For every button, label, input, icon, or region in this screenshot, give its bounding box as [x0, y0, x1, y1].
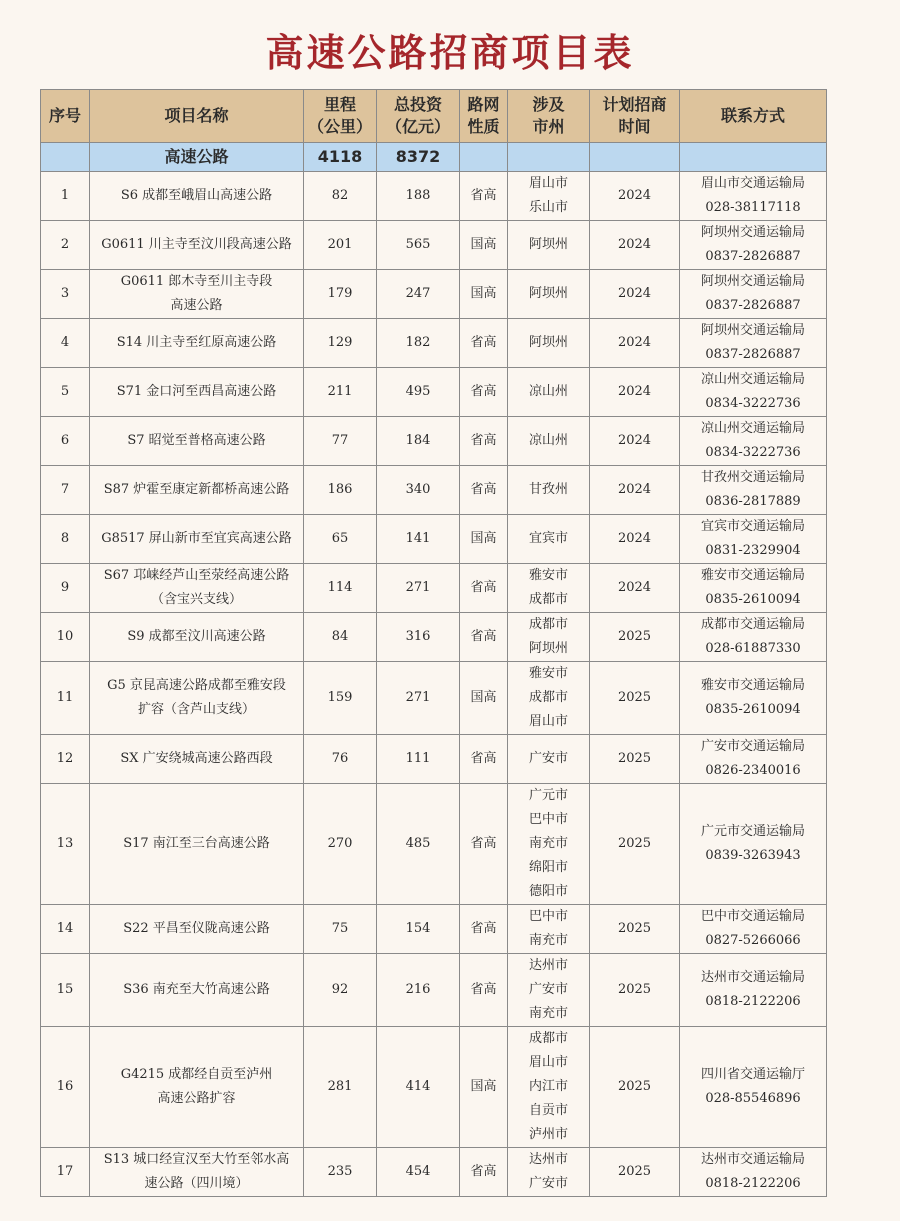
cell-contact: 广元市交通运输局 0839-3263943 — [680, 784, 827, 905]
projects-table — [40, 89, 827, 1197]
cell-contact: 成都市交通运输局 028-61887330 — [680, 613, 827, 662]
cell-city: 凉山州 — [508, 368, 590, 417]
cell-contact: 阿坝州交通运输局 0837-2826887 — [680, 270, 827, 319]
page-title: 高速公路招商项目表 — [265, 31, 635, 75]
cell-type: 国高 — [460, 515, 508, 564]
cell-name: S67 邛崃经芦山至荥经高速公路 （含宝兴支线） — [90, 564, 304, 613]
cell-length: 82 — [304, 172, 377, 221]
cell-time: 2024 — [590, 417, 680, 466]
cell-name: S87 炉霍至康定新都桥高速公路 — [90, 466, 304, 515]
cell-invest: 154 — [377, 905, 460, 954]
cell-contact: 阿坝州交通运输局 0837-2826887 — [680, 221, 827, 270]
cell-name: G0611 郎木寺至川主寺段 高速公路 — [90, 270, 304, 319]
cell-name: S9 成都至汶川高速公路 — [90, 613, 304, 662]
summary-length: 4118 — [304, 143, 377, 172]
table-row — [41, 368, 827, 417]
cell-time: 2024 — [590, 270, 680, 319]
cell-name: S71 金口河至西昌高速公路 — [90, 368, 304, 417]
cell-time: 2025 — [590, 735, 680, 784]
cell-city: 阿坝州 — [508, 319, 590, 368]
table-row — [41, 905, 827, 954]
cell-time: 2024 — [590, 221, 680, 270]
cell-seq: 5 — [41, 368, 90, 417]
cell-seq: 12 — [41, 735, 90, 784]
table-row — [41, 417, 827, 466]
cell-length: 211 — [304, 368, 377, 417]
cell-length: 281 — [304, 1027, 377, 1148]
cell-city: 巴中市 南充市 — [508, 905, 590, 954]
header-type: 路网 性质 — [460, 90, 508, 143]
cell-type: 省高 — [460, 735, 508, 784]
cell-type: 省高 — [460, 613, 508, 662]
cell-time: 2025 — [590, 1027, 680, 1148]
cell-seq: 3 — [41, 270, 90, 319]
header-invest: 总投资 （亿元） — [377, 90, 460, 143]
cell-length: 75 — [304, 905, 377, 954]
summary-name: 高速公路 — [90, 143, 304, 172]
cell-invest: 271 — [377, 662, 460, 735]
cell-invest: 565 — [377, 221, 460, 270]
cell-contact: 阿坝州交通运输局 0837-2826887 — [680, 319, 827, 368]
cell-city: 凉山州 — [508, 417, 590, 466]
cell-type: 国高 — [460, 270, 508, 319]
cell-type: 省高 — [460, 417, 508, 466]
cell-name: S7 昭觉至普格高速公路 — [90, 417, 304, 466]
cell-time: 2025 — [590, 784, 680, 905]
cell-seq: 6 — [41, 417, 90, 466]
header-name: 项目名称 — [90, 90, 304, 143]
cell-time: 2025 — [590, 662, 680, 735]
summary-time — [590, 143, 680, 172]
cell-seq: 17 — [41, 1148, 90, 1197]
cell-invest: 111 — [377, 735, 460, 784]
table-row — [41, 515, 827, 564]
cell-seq: 15 — [41, 954, 90, 1027]
cell-city: 眉山市 乐山市 — [508, 172, 590, 221]
cell-length: 92 — [304, 954, 377, 1027]
summary-type — [460, 143, 508, 172]
cell-invest: 316 — [377, 613, 460, 662]
cell-city: 雅安市 成都市 眉山市 — [508, 662, 590, 735]
header-contact: 联系方式 — [680, 90, 827, 143]
cell-city: 成都市 眉山市 内江市 自贡市 泸州市 — [508, 1027, 590, 1148]
cell-length: 129 — [304, 319, 377, 368]
cell-length: 76 — [304, 735, 377, 784]
table-row — [41, 735, 827, 784]
cell-type: 国高 — [460, 1027, 508, 1148]
cell-seq: 4 — [41, 319, 90, 368]
cell-invest: 485 — [377, 784, 460, 905]
cell-seq: 10 — [41, 613, 90, 662]
header-row — [41, 90, 827, 143]
cell-type: 省高 — [460, 172, 508, 221]
table-row — [41, 564, 827, 613]
cell-invest: 141 — [377, 515, 460, 564]
summary-row — [41, 143, 827, 172]
cell-city: 阿坝州 — [508, 221, 590, 270]
cell-seq: 1 — [41, 172, 90, 221]
cell-name: G4215 成都经自贡至泸州 高速公路扩容 — [90, 1027, 304, 1148]
cell-invest: 247 — [377, 270, 460, 319]
cell-city: 广安市 — [508, 735, 590, 784]
cell-name: G8517 屏山新市至宜宾高速公路 — [90, 515, 304, 564]
cell-time: 2024 — [590, 515, 680, 564]
cell-city: 达州市 广安市 — [508, 1148, 590, 1197]
cell-name: S6 成都至峨眉山高速公路 — [90, 172, 304, 221]
cell-name: S17 南江至三台高速公路 — [90, 784, 304, 905]
summary-seq — [41, 143, 90, 172]
cell-time: 2024 — [590, 172, 680, 221]
table-row — [41, 662, 827, 735]
cell-city: 达州市 广安市 南充市 — [508, 954, 590, 1027]
cell-type: 省高 — [460, 564, 508, 613]
cell-contact: 宜宾市交通运输局 0831-2329904 — [680, 515, 827, 564]
summary-city — [508, 143, 590, 172]
table-row — [41, 319, 827, 368]
cell-invest: 495 — [377, 368, 460, 417]
cell-type: 省高 — [460, 954, 508, 1027]
cell-type: 省高 — [460, 466, 508, 515]
cell-time: 2025 — [590, 1148, 680, 1197]
cell-contact: 眉山市交通运输局 028-38117118 — [680, 172, 827, 221]
cell-invest: 188 — [377, 172, 460, 221]
cell-time: 2024 — [590, 564, 680, 613]
header-city: 涉及 市州 — [508, 90, 590, 143]
cell-invest: 340 — [377, 466, 460, 515]
cell-type: 省高 — [460, 905, 508, 954]
header-length: 里程 （公里） — [304, 90, 377, 143]
cell-name: S22 平昌至仪陇高速公路 — [90, 905, 304, 954]
cell-contact: 雅安市交通运输局 0835-2610094 — [680, 662, 827, 735]
cell-city: 成都市 阿坝州 — [508, 613, 590, 662]
cell-name: G5 京昆高速公路成都至雅安段 扩容（含芦山支线） — [90, 662, 304, 735]
cell-time: 2024 — [590, 319, 680, 368]
cell-type: 省高 — [460, 368, 508, 417]
cell-type: 省高 — [460, 1148, 508, 1197]
cell-invest: 454 — [377, 1148, 460, 1197]
summary-invest: 8372 — [377, 143, 460, 172]
cell-contact: 凉山州交通运输局 0834-3222736 — [680, 368, 827, 417]
header-time: 计划招商 时间 — [590, 90, 680, 143]
cell-type: 省高 — [460, 784, 508, 905]
table-row — [41, 1027, 827, 1148]
cell-city: 宜宾市 — [508, 515, 590, 564]
table-row — [41, 1148, 827, 1197]
cell-contact: 达州市交通运输局 0818-2122206 — [680, 954, 827, 1027]
cell-invest: 184 — [377, 417, 460, 466]
table-row — [41, 270, 827, 319]
cell-contact: 凉山州交通运输局 0834-3222736 — [680, 417, 827, 466]
cell-invest: 414 — [377, 1027, 460, 1148]
cell-seq: 2 — [41, 221, 90, 270]
cell-length: 179 — [304, 270, 377, 319]
cell-length: 77 — [304, 417, 377, 466]
cell-name: S36 南充至大竹高速公路 — [90, 954, 304, 1027]
cell-time: 2025 — [590, 613, 680, 662]
cell-invest: 216 — [377, 954, 460, 1027]
table-row — [41, 784, 827, 905]
cell-seq: 11 — [41, 662, 90, 735]
cell-length: 270 — [304, 784, 377, 905]
cell-type: 国高 — [460, 221, 508, 270]
header-seq: 序号 — [41, 90, 90, 143]
cell-time: 2024 — [590, 466, 680, 515]
cell-contact: 广安市交通运输局 0826-2340016 — [680, 735, 827, 784]
cell-length: 235 — [304, 1148, 377, 1197]
table-row — [41, 613, 827, 662]
cell-name: S13 城口经宣汉至大竹至邻水高 速公路（四川境） — [90, 1148, 304, 1197]
cell-name: G0611 川主寺至汶川段高速公路 — [90, 221, 304, 270]
cell-length: 114 — [304, 564, 377, 613]
cell-contact: 四川省交通运输厅 028-85546896 — [680, 1027, 827, 1148]
cell-time: 2025 — [590, 954, 680, 1027]
cell-length: 65 — [304, 515, 377, 564]
cell-contact: 甘孜州交通运输局 0836-2817889 — [680, 466, 827, 515]
cell-seq: 7 — [41, 466, 90, 515]
table-row — [41, 466, 827, 515]
cell-city: 甘孜州 — [508, 466, 590, 515]
cell-city: 广元市 巴中市 南充市 绵阳市 德阳市 — [508, 784, 590, 905]
table-row — [41, 221, 827, 270]
cell-invest: 271 — [377, 564, 460, 613]
summary-contact — [680, 143, 827, 172]
cell-seq: 14 — [41, 905, 90, 954]
cell-name: SX 广安绕城高速公路西段 — [90, 735, 304, 784]
cell-length: 84 — [304, 613, 377, 662]
cell-name: S14 川主寺至红原高速公路 — [90, 319, 304, 368]
cell-invest: 182 — [377, 319, 460, 368]
cell-city: 雅安市 成都市 — [508, 564, 590, 613]
cell-time: 2024 — [590, 368, 680, 417]
cell-contact: 雅安市交通运输局 0835-2610094 — [680, 564, 827, 613]
cell-type: 国高 — [460, 662, 508, 735]
cell-seq: 8 — [41, 515, 90, 564]
cell-type: 省高 — [460, 319, 508, 368]
cell-length: 186 — [304, 466, 377, 515]
table-row — [41, 954, 827, 1027]
cell-length: 159 — [304, 662, 377, 735]
cell-seq: 16 — [41, 1027, 90, 1148]
cell-length: 201 — [304, 221, 377, 270]
cell-contact: 达州市交通运输局 0818-2122206 — [680, 1148, 827, 1197]
table-row — [41, 172, 827, 221]
cell-time: 2025 — [590, 905, 680, 954]
cell-seq: 13 — [41, 784, 90, 905]
cell-city: 阿坝州 — [508, 270, 590, 319]
cell-seq: 9 — [41, 564, 90, 613]
cell-contact: 巴中市交通运输局 0827-5266066 — [680, 905, 827, 954]
